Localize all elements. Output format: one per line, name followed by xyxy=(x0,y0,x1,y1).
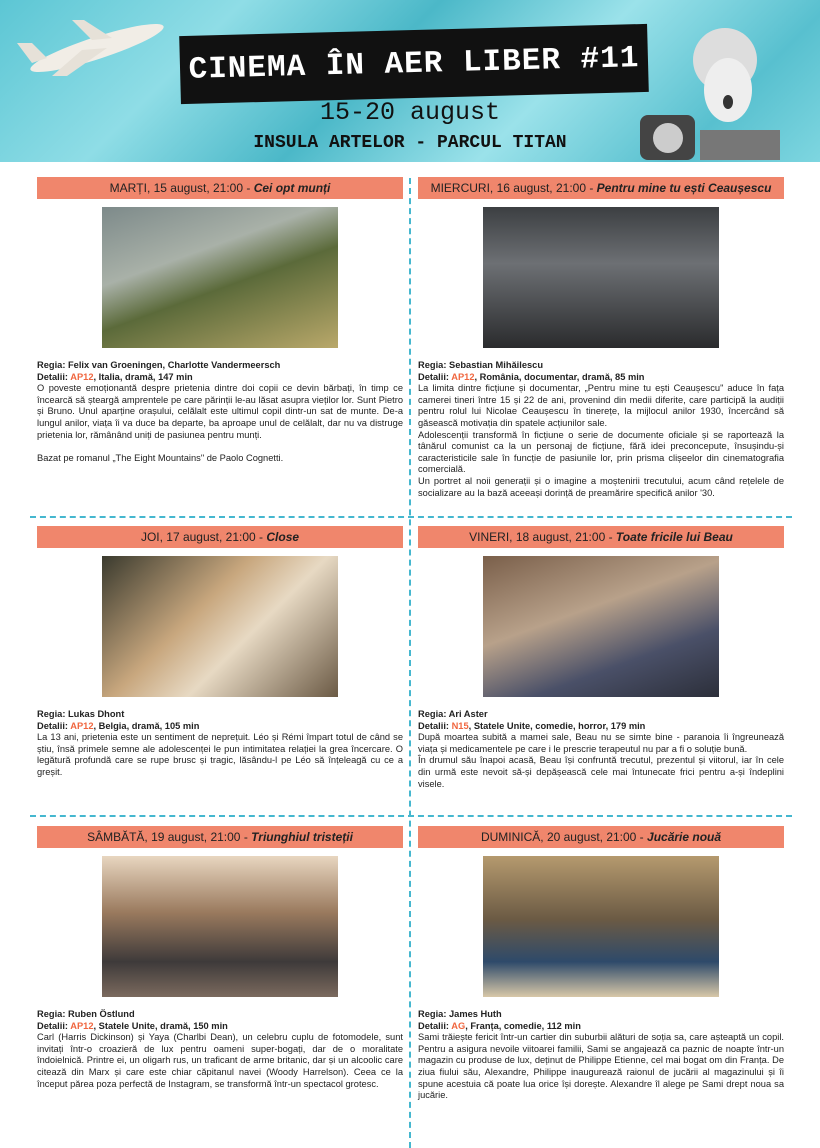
film-details: , Belgia, dramă, 105 min xyxy=(93,720,200,731)
column-divider xyxy=(409,178,411,1148)
details-label: Detalii: xyxy=(37,720,71,731)
director-label: Regia: xyxy=(37,709,68,719)
director-name: Lukas Dhont xyxy=(68,709,125,719)
director-label: Regia: xyxy=(418,1009,449,1019)
film-title: Close xyxy=(266,530,300,544)
row-divider xyxy=(30,516,792,518)
age-rating: AP12 xyxy=(70,720,94,731)
details-label: Detalii: xyxy=(418,371,452,382)
screening-date: MARȚI, 15 august, 21:00 - xyxy=(109,181,254,195)
age-rating: AG xyxy=(451,1020,466,1031)
film-synopsis: O poveste emoționantă despre prietenia dintre doi copii ce devin bărbați, în timp ce încearcă să șteargă amprentele pe care părinții le-au lăsat asupra vieților lor. Sunt Pietro și Bruno. Unul aparține orașului, celălalt este ultimul copil dintr-un sat de munte. De-a lungul anilor, viața îi va duce ba departe, ba aproape unul de celălalt, dar nu va distruge prietenia lor, rămânând uniți de pasiunea pentru munți. xyxy=(37,383,403,440)
director-line xyxy=(37,1009,403,1021)
film-title: Pentru mine tu ești Ceaușescu xyxy=(596,181,772,195)
film-details: , Franța, comedie, 112 min xyxy=(465,1020,581,1031)
details-label: Detalii: xyxy=(418,720,452,731)
director-name: Ruben Östlund xyxy=(68,1009,135,1019)
details-line xyxy=(418,372,784,384)
age-rating: AP12 xyxy=(451,371,475,382)
film-title: Jucărie nouă xyxy=(647,830,722,844)
director-label: Regia: xyxy=(37,360,68,370)
director-name: Felix van Groeningen, Charlotte Vandermeersch xyxy=(68,360,281,370)
screening-date: SÂMBĂTĂ, 19 august, 21:00 - xyxy=(87,830,252,844)
film-synopsis: După moartea subită a mamei sale, Beau nu se simte bine - paranoia îi îngreunează viața și medicamentele pe care i le prescrie terapeutul nu par a fi o soluție bună. xyxy=(418,732,784,754)
film-synopsis: Un portret al noii generații și o imagine a moștenirii trecutului, acum când rețelele de socializare au la bază aceeași dorință de preamărire specifică anilor '30. xyxy=(418,475,784,498)
film-header xyxy=(418,177,784,199)
film-synopsis: La 13 ani, prietenia este un sentiment de neprețuit. Léo și Rémi împart totul de când se știu, însă primele semne ale adolescenței le pun intimitatea relației la grea încercare. O legătură profundă care se rupe brusc și tragic, lăsându-l pe Léo să înțeleagă cu ce a greșit. xyxy=(37,732,403,777)
director-line xyxy=(37,360,403,372)
film-header xyxy=(418,526,784,548)
details-label: Detalii: xyxy=(37,1020,71,1031)
film-details: , Italia, dramă, 147 min xyxy=(93,371,193,382)
film-title: Cei opt munți xyxy=(253,181,331,195)
director-name: Ari Aster xyxy=(448,709,488,719)
film-synopsis: Sami trăiește fericit într-un cartier din suburbii alături de soția sa, care așteaptă un copil. Pentru a asigura nevoile viitoarei familii, Sami se angajează ca paznic de noapte într-un magazin cu produse de lux, deținut de Philippe Etienne, cel mai bogat om din Franța. De ziua fiului său, Alexandre, Philippe inaugurează raionul de jucării al magazinului și îi spune acestuia că poate lua orice își dorește. Alexandre îl alege pe Sami drept noua sa jucărie. xyxy=(418,1032,784,1101)
film-details: , Statele Unite, comedie, horror, 179 min xyxy=(468,720,646,731)
film-details: , Statele Unite, dramă, 150 min xyxy=(93,1020,228,1031)
details-line xyxy=(37,372,403,384)
film-still-image xyxy=(102,856,338,997)
row-divider xyxy=(30,815,792,817)
details-label: Detalii: xyxy=(37,371,71,382)
retro-woman-illustration xyxy=(640,20,780,160)
film-synopsis: La limita dintre ficțiune și documentar, „Pentru mine tu ești Ceaușescu" aduce în fața camerei tineri între 15 și 22 de ani, provenind din medii diferite, care participă la audiții pentru rolul lui Nicolae Ceaușescu în tinerețe, la mijlocul anilor 1930, încercând să găsească motivația din spatele acțiunilor sale. xyxy=(418,383,784,428)
age-rating: AP12 xyxy=(70,1020,94,1031)
film-still-image xyxy=(483,856,719,997)
film-still-image xyxy=(483,556,719,697)
festival-dates: 15-20 august xyxy=(319,98,501,127)
screening-date: JOI, 17 august, 21:00 - xyxy=(140,530,267,544)
director-name: Sebastian Mihăilescu xyxy=(449,360,544,370)
airplane-illustration xyxy=(12,18,172,78)
film-still-image xyxy=(102,556,338,697)
film-still-image xyxy=(102,207,338,348)
film-card xyxy=(418,826,784,1102)
film-card xyxy=(37,826,403,1090)
film-card xyxy=(418,526,784,790)
festival-banner xyxy=(0,0,820,162)
film-still-image xyxy=(483,207,719,348)
screening-date: MIERCURI, 16 august, 21:00 - xyxy=(430,181,597,195)
film-synopsis: Carl (Harris Dickinson) și Yaya (Charlbi Dean), un celebru cuplu de fotomodele, sunt invitați într-o croazieră de lux pentru oameni super-bogați, dar de o moralitate îndoielnică. Printre ei, un oligarh rus, un traficant de arme britanic, dar și un alcoolic care citează din Marx și care este chiar căpitanul navei (Woody Harrelson). Ceea ce la început părea poza perfectă de Instagram, se transformă într-un spectacol grotesc. xyxy=(37,1032,403,1089)
age-rating: AP12 xyxy=(70,371,94,382)
screening-date: DUMINICĂ, 20 august, 21:00 - xyxy=(480,830,648,844)
paragraph-gap xyxy=(37,441,403,453)
film-title: Toate fricile lui Beau xyxy=(615,530,733,544)
director-name: James Huth xyxy=(449,1009,502,1019)
film-header xyxy=(37,826,403,848)
details-line xyxy=(418,1021,784,1033)
director-line xyxy=(418,360,784,372)
screening-date: VINERI, 18 august, 21:00 - xyxy=(469,530,616,544)
director-label: Regia: xyxy=(418,360,449,370)
details-line xyxy=(418,721,784,733)
film-synopsis: Adolescenții transformă în ficțiune o serie de documente oficiale și se raportează la tânărul comunist ca la un personaj de ficțiune, fără idei preconcepute, însușindu-și caracteristicile sale în funcție de pasiunile lor, prin prisma clișeelor din cinematografia comercială. xyxy=(418,429,784,475)
film-header xyxy=(37,526,403,548)
director-line xyxy=(37,709,403,721)
film-card xyxy=(37,526,403,779)
film-header xyxy=(37,177,403,199)
festival-venue: INSULA ARTELOR - PARCUL TITAN xyxy=(253,133,567,153)
film-card xyxy=(37,177,403,464)
festival-title: CINEMA ÎN AER LIBER #11 xyxy=(188,40,640,88)
details-label: Detalii: xyxy=(418,1020,452,1031)
director-line xyxy=(418,709,784,721)
film-synopsis: Bazat pe romanul „The Eight Mountains" de Paolo Cognetti. xyxy=(37,452,284,463)
details-line xyxy=(37,721,403,733)
details-line xyxy=(37,1021,403,1033)
festival-title-box xyxy=(179,24,649,104)
film-details: , România, documentar, dramă, 85 min xyxy=(474,371,645,382)
director-line xyxy=(418,1009,784,1021)
film-header xyxy=(418,826,784,848)
film-synopsis: În drumul său înapoi acasă, Beau își confruntă trecutul, prezentul și viitorul, iar în cele din urmă este nevoit să-și depășească cele mai întunecate frici pentru a-și îndeplini visele. xyxy=(418,755,784,789)
director-label: Regia: xyxy=(418,709,449,719)
director-label: Regia: xyxy=(37,1009,68,1019)
film-title: Triunghiul tristeții xyxy=(251,830,353,844)
age-rating: N15 xyxy=(451,720,469,731)
film-card xyxy=(418,177,784,499)
